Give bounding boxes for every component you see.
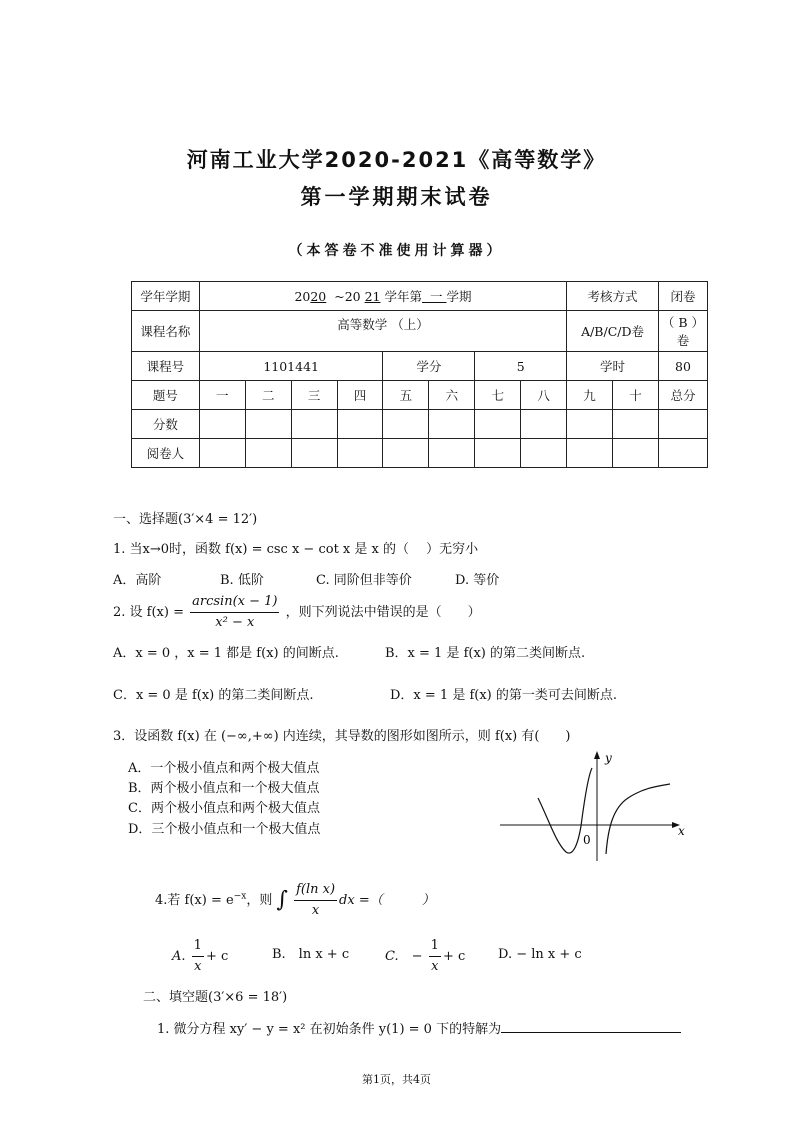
q3-option-b: B．两个极小值点和一个极大值点 xyxy=(128,781,320,796)
course-label: 课程名称 xyxy=(132,311,200,352)
paper-value: （ B ）卷 xyxy=(658,311,707,352)
paper-label: A/B/C/D卷 xyxy=(567,311,659,352)
question-number-row xyxy=(132,381,708,410)
hours-value: 80 xyxy=(658,352,707,381)
grader-label: 阅卷人 xyxy=(132,439,200,468)
exam-subtitle: 第一学期期末试卷 xyxy=(300,185,493,209)
q2-fraction: $\frac{\arcsin(x - 1)}{\text{x² − x}}$ xyxy=(192,594,278,630)
question-col-total: 总分 xyxy=(658,381,707,410)
q3-text: 3．设函数 f(x) 在 (−∞,+∞) 内连续，其导数的图形如图所示，则 f(x) 有( ) xyxy=(113,729,571,744)
question-col: 五 xyxy=(383,381,429,410)
course-no: 1101441 xyxy=(199,352,383,381)
section2-heading: 二、填空题(3′×6 = 18′) xyxy=(143,990,288,1005)
question-col: 十 xyxy=(613,381,659,410)
score-label: 分数 xyxy=(132,410,200,439)
q4-option-a: A. $\frac{1}{x}$ + c xyxy=(172,938,229,974)
course-no-label: 课程号 xyxy=(132,352,200,381)
q3-option-a: A．一个极小值点和两个极大值点 xyxy=(128,761,320,776)
graph-y-label: y xyxy=(605,751,612,765)
fill-q1: 1. 微分方程 xy′ − y = x² 在初始条件 y(1) = 0 下的特解为 xyxy=(157,1020,681,1039)
q4-text: 4.若 $f(x) = e^{-x}$，则 ∫ $\frac{\text{f(ln x)}}{x}$ dx =（ ） xyxy=(155,882,435,918)
question-col: 三 xyxy=(291,381,337,410)
course-name: 高等数学 （上） xyxy=(199,311,566,352)
question-col: 一 xyxy=(199,381,245,410)
question-col: 八 xyxy=(521,381,567,410)
question-col: 九 xyxy=(567,381,613,410)
q4-option-d: D. − ln x + c xyxy=(498,947,582,962)
calculator-note: （本答卷不准使用计算器） xyxy=(288,243,505,259)
q3-option-d: D．三个极小值点和一个极大值点 xyxy=(128,822,321,837)
question-col: 六 xyxy=(429,381,475,410)
answer-blank[interactable] xyxy=(501,1020,681,1033)
graph-x-label: x xyxy=(678,824,685,838)
q1-option-a: A．高阶 xyxy=(113,573,162,588)
exam-info-table xyxy=(131,281,708,468)
q4-option-c: C. − $\frac{1}{x}$ + c xyxy=(385,938,466,974)
grader-row xyxy=(132,439,708,468)
question-col: 七 xyxy=(475,381,521,410)
term-value: 2020 ~20 21 学年第 一 学期 xyxy=(199,282,566,311)
y-axis-arrow xyxy=(594,751,600,759)
section1-heading: 一、选择题(3′×4 = 12′) xyxy=(113,512,258,527)
q1-option-d: D. 等价 xyxy=(455,573,500,588)
question-col: 二 xyxy=(245,381,291,410)
term-label: 学年学期 xyxy=(132,282,200,311)
credit-label: 学分 xyxy=(383,352,475,381)
q2-option-d: D．x = 1 是 f(x) 的第一类可去间断点. xyxy=(390,688,617,703)
q2-text: 2. 设 f(x) = $\frac{\arcsin(x - 1)}{\text{x² − x}}$ ，则下列说法中错误的是（ ） xyxy=(113,592,481,633)
q1-text: 1. 当x→0时，函数 f(x) = csc x − cot x 是 x 的（ ）无穷小 xyxy=(113,542,479,557)
exam-type-label: 考核方式 xyxy=(567,282,659,311)
question-col: 四 xyxy=(337,381,383,410)
derivative-graph xyxy=(498,748,698,863)
score-row xyxy=(132,410,708,439)
credit-value: 5 xyxy=(475,352,567,381)
q1-option-c: C. 同阶但非等价 xyxy=(316,573,412,588)
q3-option-c: C．两个极小值点和两个极大值点 xyxy=(128,801,320,816)
exam-title: 河南工业大学2020-2021《高等数学》 xyxy=(186,148,607,172)
curve-right xyxy=(606,784,670,854)
q2-option-a: A．x = 0 ，x = 1 都是 f(x) 的间断点. xyxy=(113,646,339,661)
question-label: 题号 xyxy=(132,381,200,410)
hours-label: 学时 xyxy=(567,352,659,381)
graph-origin-label: 0 xyxy=(583,833,591,847)
exam-type-value: 闭卷 xyxy=(658,282,707,311)
q2-option-b: B．x = 1 是 f(x) 的第二类间断点. xyxy=(385,646,586,661)
page-footer: 第1页，共4页 xyxy=(362,1073,431,1086)
q1-option-b: B. 低阶 xyxy=(220,573,264,588)
q4-option-b: B. ln x + c xyxy=(272,947,350,962)
q2-option-c: C．x = 0 是 f(x) 的第二类间断点. xyxy=(113,688,314,703)
